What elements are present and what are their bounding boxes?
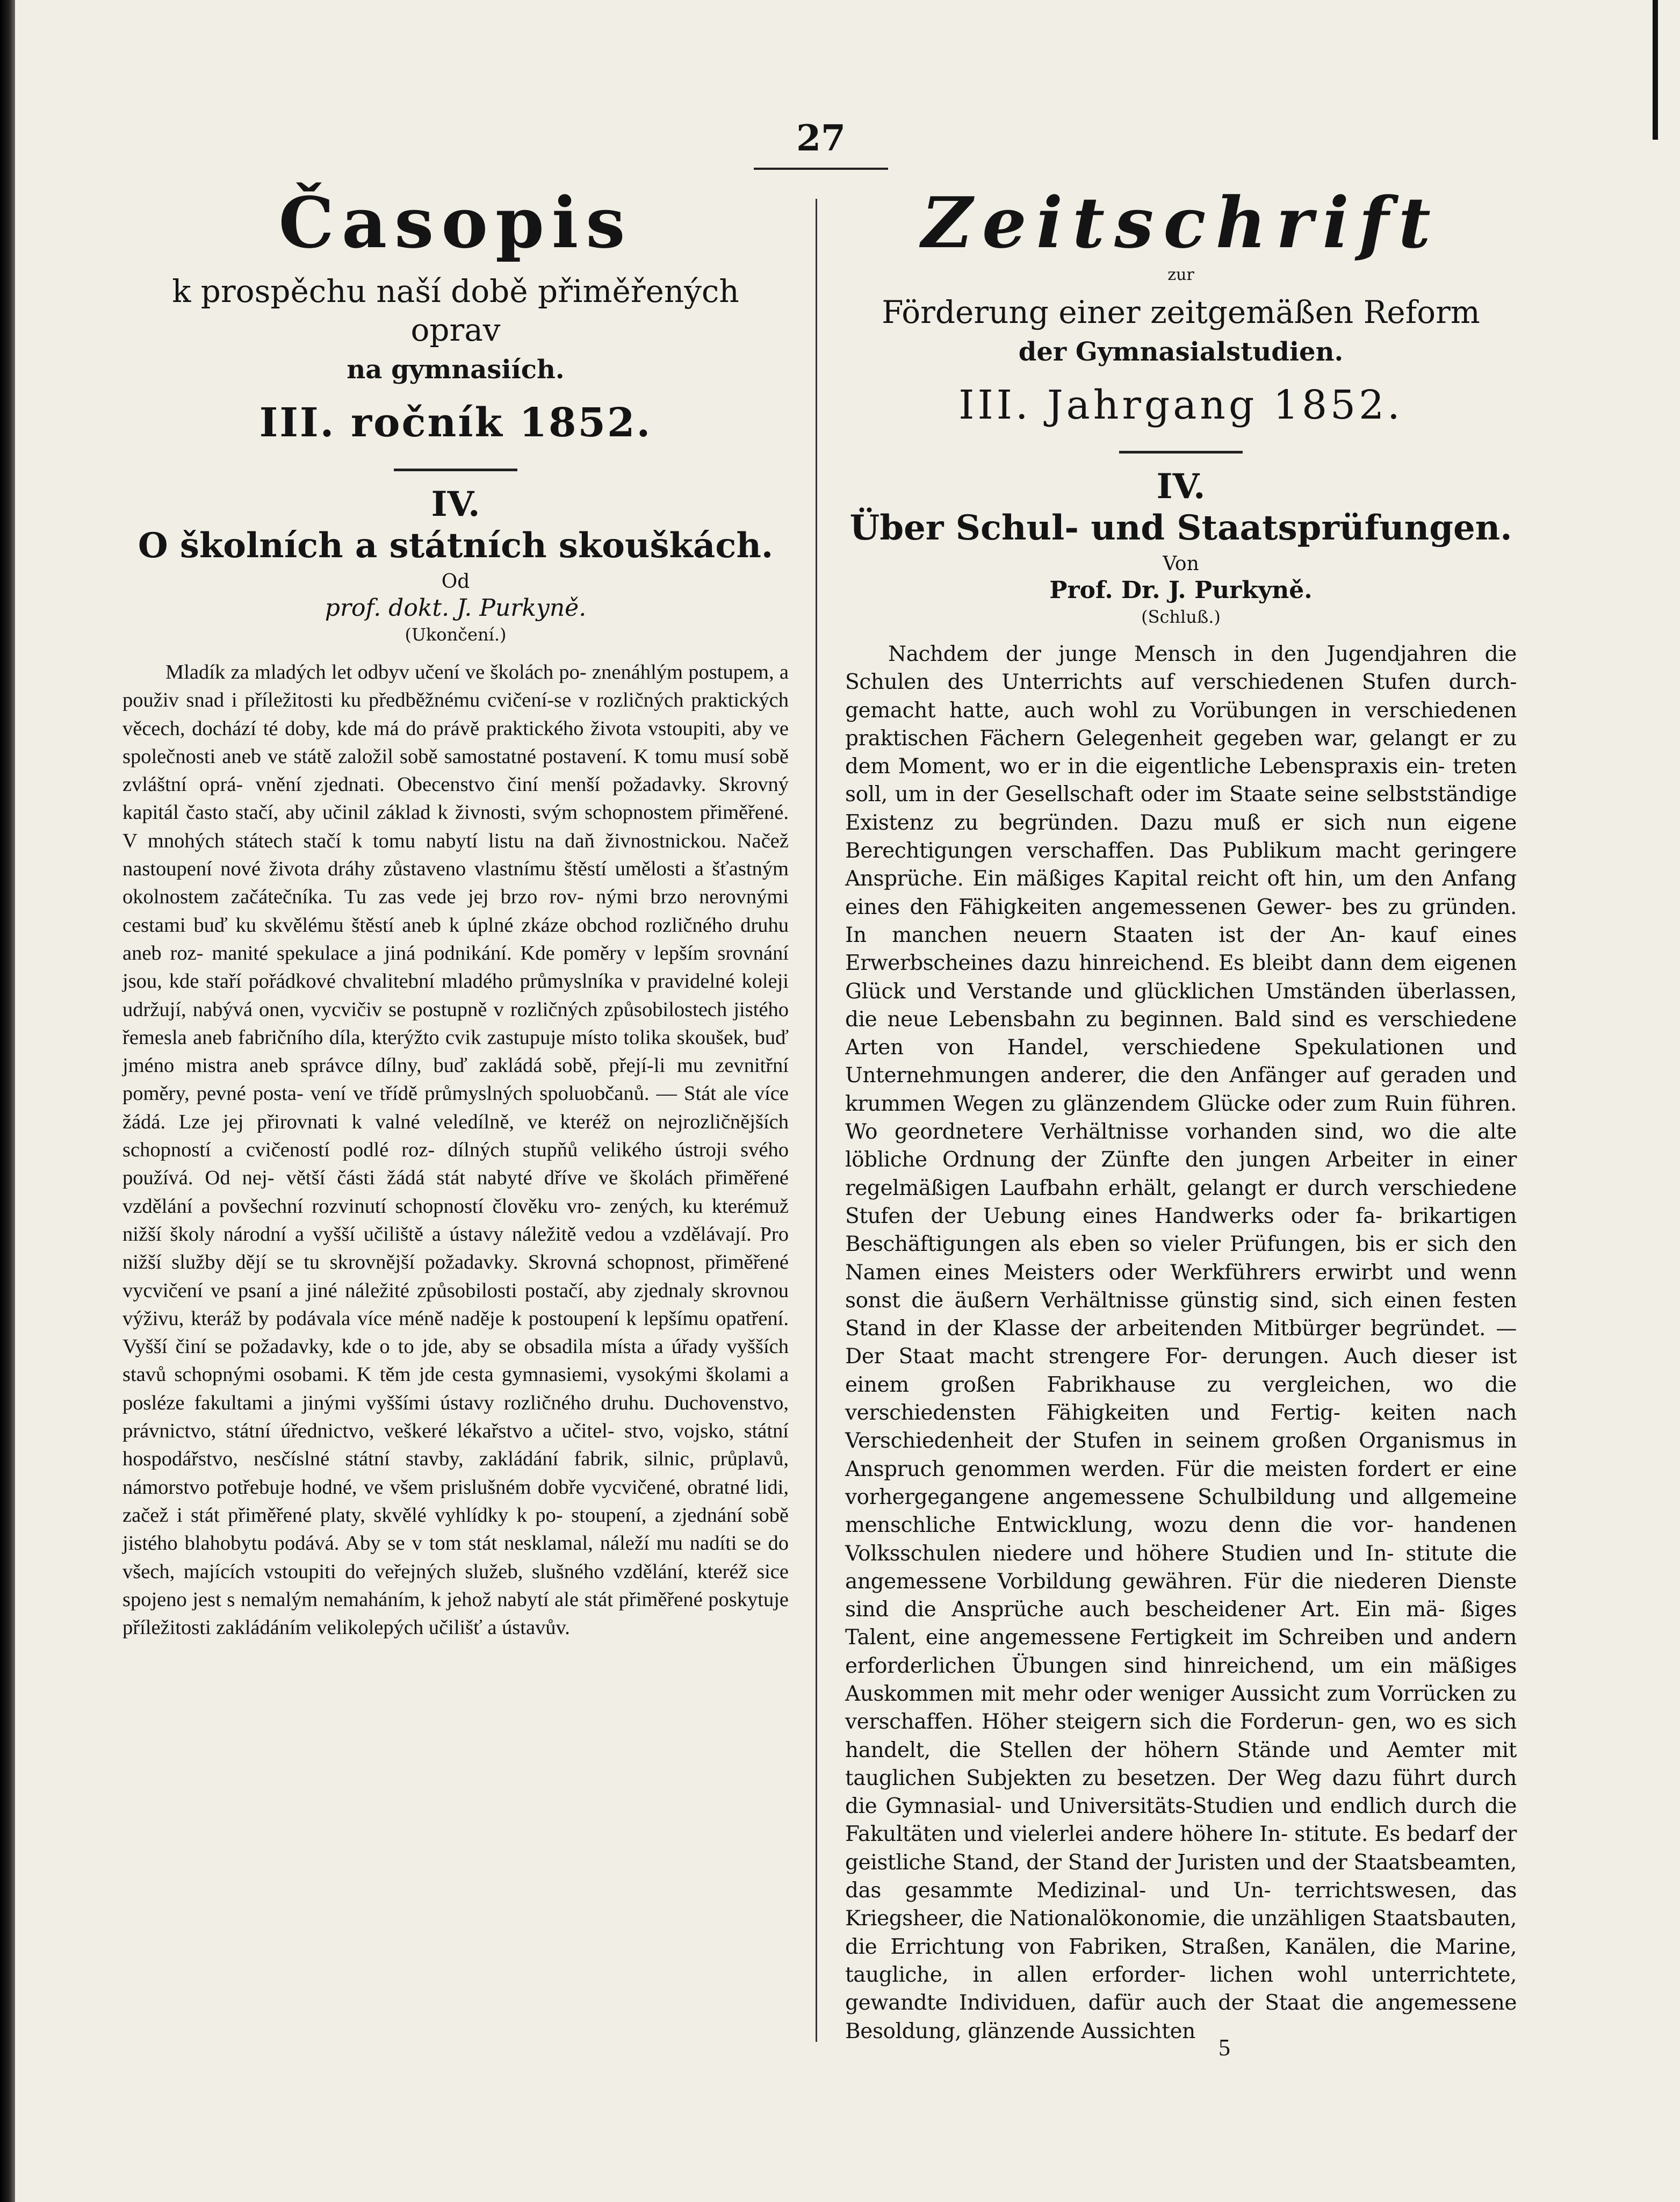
printer-signature-mark: 5	[1218, 2034, 1230, 2061]
german-masthead: Zeitschrift	[921, 182, 1440, 264]
czech-column	[122, 172, 789, 1642]
german-continuation-note: (Schluß.)	[1141, 607, 1221, 627]
column-divider	[816, 199, 817, 2042]
scan-edge-line	[1653, 0, 1658, 140]
czech-section-number: IV.	[431, 484, 480, 524]
czech-continuation-note: (Ukončení.)	[405, 624, 507, 645]
german-subline: der Gymnasialstudien.	[1018, 337, 1344, 367]
german-section-number: IV.	[1156, 466, 1206, 507]
german-rule	[1119, 451, 1243, 454]
czech-subline: na gymnasiích.	[347, 355, 565, 385]
german-column	[845, 172, 1517, 2046]
czech-rule	[394, 469, 517, 471]
german-author: Prof. Dr. J. Purkyně.	[1049, 577, 1313, 604]
german-zur: zur	[1167, 265, 1194, 284]
czech-volume: III. ročník 1852.	[259, 400, 652, 446]
page-number: 27	[796, 117, 846, 159]
german-volume: III. Jahrgang 1852.	[958, 382, 1403, 428]
german-article-title: Über Schul- und Staatsprüfungen.	[849, 508, 1512, 548]
czech-article-title: O školních a státních skouškách.	[138, 526, 774, 566]
scan-edge-shadow	[0, 0, 15, 2202]
czech-subtitle: k prospěchu naší době přiměřených oprav	[172, 273, 739, 348]
scan-right-margin	[1643, 0, 1680, 2202]
german-body-text: Nachdem der junge Mensch in den Jugendjahren die Schulen des Unterrichts auf verschiedenen Stufen durch- gemacht hatte, auch wohl zu Vorübungen in verschiedenen praktischen Fächern Gelegenheit gegeben war, gelangt er zu dem Moment, wo er in die eigentliche Lebenspraxis ein- treten soll, um in der Gesellschaft oder im Staate seine selbstständige Existenz zu begründen. Dazu muß er sich nun eigene Berechtigungen verschaffen. Das Publikum macht geringere Ansprüche. Ein mäßiges Kapital reicht oft hin, um den Anfang eines den Fähigkeiten angemessenen Gewer- bes zu gründen. In manchen neuern Staaten ist der An- kauf eines Erwerbscheines dazu hinreichend. Es bleibt dann dem eigenen Glück und Verstande und glücklichen Umständen überlassen, die neue Lebensbahn zu beginnen. Bald sind es verschiedene Arten von Handel, verschiedene Spekulationen und Unternehmungen anderer, die den Anfänger auf geraden und krummen Wegen zu glänzendem Glücke oder zum Ruin führen. Wo geordnetere Verhältnisse vorhanden sind, wo die alte löbliche Ordnung der Zünfte den jungen Arbeiter in einer regelmäßigen Laufbahn erhält, gelangt er durch verschiedene Stufen der Uebung eines Handwerks oder fa- brikartigen Beschäftigungen als eben so vieler Prüfungen, bis er sich den Namen eines Meisters oder Werkführers erwirbt und wenn sonst die äußern Verhältnisse günstig sind, sich einen festen Stand in der Klasse der arbeitenden Mitbürger begründet. — Der Staat macht strengere For- derungen. Auch dieser ist einem großen Fabrikhause zu vergleichen, wo die verschiedensten Fähigkeiten und Fertig- keiten nach Verschiedenheit der Stufen in seinem großen Organismus in Anspruch genommen werden. Für die meisten fordert er eine vorhergegangene angemessene Schulbildung und allgemeine menschliche Entwicklung, wozu denn die vor- handenen Volksschulen niedere und höhere Studien und In- stitute die angemessene Vorbildung gewähren. Für die niederen Dienste sind die Ansprüche auch bescheidener Art. Ein mä- ßiges Talent, eine angemessene Fertigkeit im Schreiben und andern erforderlichen Übungen sind hinreichend, um ein mäßiges Auskommen mit mehr oder weniger Aussicht zum Vorrücken zu verschaffen. Höher steigern sich die Forderun- gen, wo es sich handelt, die Stellen der höhern Stände und Aemter mit tauglichen Subjekten zu besetzen. Der Weg dazu führt durch die Gymnasial- und Universitäts-Studien und endlich durch die Fakultäten und vielerlei andere höhere In- stitute. Es bedarf der geistliche Stand, der Stand der Juristen und der Staatsbeamten, das gesammte Medizinal- und Un- terrichtswesen, das Kriegsheer, die Nationalökonomie, die unzähligen Staatsbauten, die Errichtung von Fabriken, Straßen, Kanälen, die Marine, taugliche, in allen erforder- lichen wohl unterrichtete, gewandte Individuen, dafür auch der Staat die angemessene Besoldung, glänzende Aussichten	[845, 642, 1517, 2043]
document-page	[15, 0, 1643, 2202]
czech-body-text: Mladík za mladých let odbyv učení ve školách po- znenáhlým postupem, a použiv snad i příležitosti ku předběžnému cvičení-se v rozličných praktických věcech, dochází té doby, kde má do právě praktického života vstoupiti, aby ve společnosti aneb ve státě založil sobě samostatné postavení. K tomu musí sobě zvláštní oprá- vnění zjednati. Obecenstvo činí menší požadavky. Skrovný kapitál často stačí, aby učinil základ k živnosti, svým schopnostem přiměřené. V mnohých státech stačí k tomu nabytí listu na daň živnostnickou. Načež nastoupení nové života dráhy zůstaveno vlastnímu štěstí umělosti a šťastným okolnostem začátečníka. Tu zas vede jej brzo rov- nými brzo nerovnými cestami buď ku skvělému štěstí aneb k úplné zkáze obchod rozličného druhu aneb roz- manité spekulace a jiná podnikání. Kde poměry v lepším srovnání jsou, kde staří pořádkové chvalitební mladého průmyslníka v pravidelné koleji udržují, nabývá onen, vycvičiv se postupně v rozličných způsobilostech jistého řemesla aneb fabričního díla, kterýžto cvik zastupuje místo tolika skoušek, buď jméno mistra aneb správce dílny, buď zakládá sobě, přejí-li mu zevnitřní poměry, pevné posta- vení ve třídě průmyslných spoluobčanů. — Stát ale více žádá. Lze jej přirovnati k valné veledílně, ve kteréž on nejrozličnějších schopností a cvičeností podlé roz- dílných stupňů velikého ústroji svého používá. Od nej- větší části žádá stát nabyté dříve ve školách přiměřené vzdělání a povšechní rozvinutí schopností člověku vro- zených, ku kterémuž nižší školy národní a vyšší učiliště a ústavy náležitě vedou a vzdělávají. Pro nižší služby dějí se tu skrovnější požadavky. Skrovná schopnost, přiměřené vycvičení ve psaní a jiné náležité způsobilosti postačí, aby zjednaly skrovnou výživu, kteráž by podávala více méně naděje k postoupení k lepšímu opatření. Vyšší činí se požadavky, kde o to jde, aby se obsadila místa a úřady vyšších stavů schopnými osobami. K těm jde cesta gymnasiemi, vysokými školami a posléze fakultami a jinými vyššími ústavy rozličného druhu. Duchovenstvo, právnictvo, státní úřednictvo, veškeré lékařstvo a učitel- stvo, vojsko, státní hospodářstvo, nesčíslné státní stavby, zakládání fabrik, silnic, průplavů, námorstvo potřebuje hodné, ve všem prislušném dobře vycvičené, obratné lidi, začež i stát přiměřené platy, skvělé vyhlídky k po- stoupení, a zjednání sobě jistého blahobytu podává. Aby se v tom stát nesklamal, náleží mu nadíti se do všech, majících vstoupiti do veřejných služeb, slušného vzdělání, kteréž sice spojeno jest s nemalým nemaháním, k jehož nabytí ale stát přiměřené poskytuje příležitosti zakládáním velikolepých učilišť a ústavův.	[122, 661, 789, 1639]
german-subtitle: Förderung einer zeitgemäßen Reform	[882, 294, 1480, 330]
page-number-rule	[754, 168, 888, 170]
czech-masthead: Časopis	[278, 182, 633, 264]
czech-author: prof. dokt. J. Purkyně.	[325, 594, 587, 622]
czech-byline-prefix: Od	[441, 571, 470, 593]
german-byline-prefix: Von	[1163, 553, 1199, 575]
